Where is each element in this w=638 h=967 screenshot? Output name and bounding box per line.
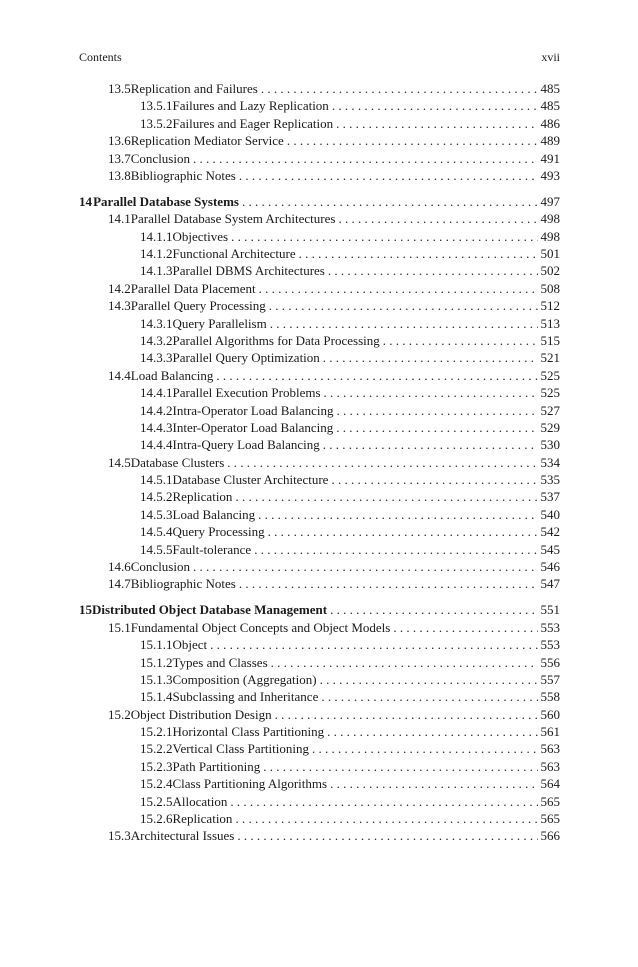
- dot-leader: [336, 115, 537, 132]
- entry-title: Database Clusters: [130, 454, 225, 470]
- entry-page-number: 486: [540, 115, 560, 131]
- dot-leader: [320, 671, 538, 688]
- toc-subsection-entry[interactable]: [79, 245, 560, 262]
- toc-subsection-entry[interactable]: [79, 402, 560, 419]
- entry-page-number: 542: [540, 524, 560, 540]
- entry-title: Horizontal Class Partitioning: [172, 724, 325, 740]
- entry-title: Query Parallelism: [172, 315, 267, 331]
- entry-title: Replication Mediator Service: [130, 133, 284, 149]
- entry-number: 15.1: [108, 619, 131, 635]
- dot-leader: [193, 150, 538, 167]
- entry-page-number: 493: [540, 167, 560, 183]
- entry-page-number: 547: [540, 576, 560, 592]
- toc-subsection-entry[interactable]: [79, 723, 560, 740]
- toc-section-entry[interactable]: [79, 297, 560, 314]
- toc-subsection-entry[interactable]: [79, 488, 560, 505]
- toc-subsection-entry[interactable]: [79, 315, 560, 332]
- entry-page-number: 502: [540, 263, 560, 279]
- entry-title: Objectives: [172, 228, 229, 244]
- entry-number: 14: [79, 193, 92, 209]
- entry-number: 14.5.1: [140, 472, 173, 488]
- toc-subsection-entry[interactable]: [79, 810, 560, 827]
- toc-subsection-entry[interactable]: [79, 436, 560, 453]
- entry-number: 14.5.3: [140, 506, 173, 522]
- entry-number: 15.2.5: [140, 793, 173, 809]
- entry-number: 14.3.3: [140, 350, 173, 366]
- dot-leader: [237, 827, 537, 844]
- entry-title: Replication: [172, 811, 233, 827]
- entry-number: 15.1.1: [140, 637, 173, 653]
- entry-number: 13.5.2: [140, 115, 173, 131]
- dot-leader: [332, 97, 538, 114]
- toc-subsection-entry[interactable]: [79, 332, 560, 349]
- entry-page-number: 515: [540, 332, 560, 348]
- dot-leader: [210, 636, 537, 653]
- toc-subsection-entry[interactable]: [79, 758, 560, 775]
- dot-leader: [268, 523, 538, 540]
- entry-title: Functional Architecture: [172, 246, 296, 262]
- entry-page-number: 563: [540, 741, 560, 757]
- header-page-number: xvii: [541, 50, 560, 64]
- entry-title: Class Partitioning Algorithms: [172, 776, 328, 792]
- entry-title: Failures and Eager Replication: [172, 115, 334, 131]
- entry-page-number: 556: [540, 654, 560, 670]
- entry-page-number: 530: [540, 437, 560, 453]
- entry-title: Replication and Failures: [130, 81, 258, 96]
- dot-leader: [323, 349, 538, 366]
- entry-page-number: 563: [540, 758, 560, 774]
- toc-subsection-entry[interactable]: [79, 384, 560, 401]
- dot-leader: [239, 575, 538, 592]
- dot-leader: [324, 384, 538, 401]
- toc-subsection-entry[interactable]: [79, 262, 560, 279]
- toc-subsection-entry[interactable]: [79, 349, 560, 366]
- entry-number: 14.5.2: [140, 489, 173, 505]
- entry-number: 14.5: [108, 454, 131, 470]
- entry-number: 15.1.2: [140, 654, 173, 670]
- entry-page-number: 558: [540, 689, 560, 705]
- entry-page-number: 485: [540, 81, 560, 96]
- toc-section-entry[interactable]: [79, 575, 560, 592]
- toc-section-entry[interactable]: [79, 167, 560, 184]
- entry-number: 13.6: [108, 133, 131, 149]
- dot-leader: [193, 558, 538, 575]
- toc-section-entry[interactable]: [79, 210, 560, 227]
- entry-title: Parallel Database System Architectures: [130, 211, 336, 227]
- toc-subsection-entry[interactable]: [79, 654, 560, 671]
- toc-section-entry[interactable]: [79, 558, 560, 575]
- dot-leader: [336, 419, 537, 436]
- entry-page-number: 525: [540, 367, 560, 383]
- dot-leader: [254, 541, 537, 558]
- dot-leader: [393, 619, 537, 636]
- toc-section-entry[interactable]: [79, 132, 560, 149]
- entry-number: 15.2.4: [140, 776, 173, 792]
- toc-subsection-entry[interactable]: [79, 97, 560, 114]
- entry-number: 13.8: [108, 167, 131, 183]
- toc-subsection-entry[interactable]: [79, 523, 560, 540]
- entry-title: Composition (Aggregation): [172, 671, 317, 687]
- dot-leader: [287, 132, 538, 149]
- entry-title: Subclassing and Inheritance: [172, 689, 319, 705]
- entry-number: 15.1.3: [140, 671, 173, 687]
- toc-subsection-entry[interactable]: [79, 688, 560, 705]
- entry-page-number: 501: [540, 246, 560, 262]
- entry-title: Architectural Issues: [130, 828, 235, 844]
- entry-title: Path Partitioning: [172, 758, 261, 774]
- entry-number: 13.7: [108, 150, 131, 166]
- entry-title: Conclusion: [130, 150, 190, 166]
- toc-section-entry[interactable]: [79, 706, 560, 723]
- dot-leader: [330, 601, 537, 618]
- entry-title: Load Balancing: [130, 367, 214, 383]
- header-section-title: Contents: [79, 50, 122, 64]
- entry-number: 14.3: [108, 298, 131, 314]
- entry-page-number: 560: [540, 706, 560, 722]
- entry-number: 14.6: [108, 559, 131, 575]
- entry-number: 15.2.3: [140, 758, 173, 774]
- entry-page-number: 527: [540, 402, 560, 418]
- dot-leader: [336, 402, 537, 419]
- entry-number: 14.3.1: [140, 315, 173, 331]
- toc-chapter-entry[interactable]: [79, 601, 560, 618]
- dot-leader: [299, 245, 538, 262]
- entry-page-number: 551: [540, 602, 560, 618]
- entry-title: Inter-Operator Load Balancing: [172, 419, 334, 435]
- dot-leader: [328, 262, 538, 279]
- entry-number: 13.5.1: [140, 98, 173, 114]
- entry-number: 15.2.1: [140, 724, 173, 740]
- entry-page-number: 498: [540, 211, 560, 227]
- entry-number: 15: [79, 602, 92, 618]
- entry-page-number: 512: [540, 298, 560, 314]
- entry-title: Parallel DBMS Architectures: [172, 263, 325, 279]
- entry-number: 15.2: [108, 706, 131, 722]
- running-header: [79, 50, 560, 64]
- entry-page-number: 534: [540, 454, 560, 470]
- toc-chapter-entry[interactable]: [79, 193, 560, 210]
- entry-title: Parallel Query Optimization: [172, 350, 320, 366]
- toc-subsection-entry[interactable]: [79, 115, 560, 132]
- entry-page-number: 498: [540, 228, 560, 244]
- entry-page-number: 564: [540, 776, 560, 792]
- toc-section-entry[interactable]: [79, 454, 560, 471]
- toc-section-entry[interactable]: [79, 827, 560, 844]
- dot-leader: [258, 506, 537, 523]
- toc-subsection-entry[interactable]: [79, 471, 560, 488]
- entry-title: Intra-Query Load Balancing: [172, 437, 320, 453]
- entry-title: Database Cluster Architecture: [172, 472, 329, 488]
- entry-number: 14.5.4: [140, 524, 173, 540]
- entry-page-number: 565: [540, 811, 560, 827]
- entry-number: 14.4.3: [140, 419, 173, 435]
- toc-subsection-entry[interactable]: [79, 506, 560, 523]
- entry-title: Parallel Execution Problems: [172, 385, 321, 401]
- entry-page-number: 565: [540, 793, 560, 809]
- dot-leader: [235, 810, 537, 827]
- dot-leader: [330, 775, 537, 792]
- entry-title: Allocation: [172, 793, 228, 809]
- toc-subsection-entry[interactable]: [79, 740, 560, 757]
- dot-leader: [261, 80, 538, 97]
- entry-number: 14.4.1: [140, 385, 173, 401]
- entry-page-number: 545: [540, 541, 560, 557]
- entry-title: Bibliographic Notes: [130, 167, 236, 183]
- dot-leader: [231, 228, 537, 245]
- entry-page-number: 508: [540, 280, 560, 296]
- dot-leader: [269, 297, 538, 314]
- dot-leader: [259, 280, 538, 297]
- entry-page-number: 557: [540, 671, 560, 687]
- entry-page-number: 561: [540, 724, 560, 740]
- entry-title: Parallel Database Systems: [93, 193, 239, 209]
- entry-title: Failures and Lazy Replication: [172, 98, 329, 114]
- entry-title: Parallel Algorithms for Data Processing: [172, 332, 380, 348]
- entry-number: 14.1.1: [140, 228, 173, 244]
- entry-page-number: 521: [540, 350, 560, 366]
- entry-page-number: 525: [540, 385, 560, 401]
- entry-page-number: 491: [540, 150, 560, 166]
- toc-subsection-entry[interactable]: [79, 636, 560, 653]
- entry-page-number: 553: [540, 619, 560, 635]
- entry-title: Vertical Class Partitioning: [172, 741, 309, 757]
- entry-number: 14.7: [108, 576, 131, 592]
- entry-page-number: 513: [540, 315, 560, 331]
- entry-title: Bibliographic Notes: [130, 576, 236, 592]
- entry-title: Object Distribution Design: [130, 706, 272, 722]
- dot-leader: [312, 740, 538, 757]
- entry-page-number: 540: [540, 506, 560, 522]
- toc-section-entry[interactable]: [79, 280, 560, 297]
- entry-number: 14.1.2: [140, 246, 173, 262]
- entry-title: Types and Classes: [172, 654, 268, 670]
- dot-leader: [321, 688, 537, 705]
- entry-number: 14.1.3: [140, 263, 173, 279]
- dot-leader: [270, 315, 538, 332]
- toc-subsection-entry[interactable]: [79, 671, 560, 688]
- dot-leader: [331, 471, 537, 488]
- entry-number: 14.5.5: [140, 541, 173, 557]
- entry-number: 14.3.2: [140, 332, 173, 348]
- entry-title: Intra-Operator Load Balancing: [172, 402, 334, 418]
- dot-leader: [327, 723, 537, 740]
- entry-page-number: 537: [540, 489, 560, 505]
- toc-section-entry[interactable]: [79, 619, 560, 636]
- toc-subsection-entry[interactable]: [79, 541, 560, 558]
- dot-leader: [263, 758, 537, 775]
- entry-number: 15.3: [108, 828, 131, 844]
- entry-title: Load Balancing: [172, 506, 256, 522]
- entry-page-number: 485: [540, 98, 560, 114]
- entry-title: Fault-tolerance: [172, 541, 252, 557]
- entry-title: Conclusion: [130, 559, 190, 575]
- toc-section-entry[interactable]: [79, 80, 560, 97]
- dot-leader: [383, 332, 538, 349]
- entry-number: 15.1.4: [140, 689, 173, 705]
- dot-leader: [227, 454, 537, 471]
- toc-subsection-entry[interactable]: [79, 775, 560, 792]
- entry-number: 13.5: [108, 81, 131, 96]
- entry-number: 14.1: [108, 211, 131, 227]
- entry-page-number: 529: [540, 419, 560, 435]
- entry-number: 14.4.4: [140, 437, 173, 453]
- entry-title: Replication: [172, 489, 233, 505]
- entry-number: 14.2: [108, 280, 131, 296]
- entry-page-number: 535: [540, 472, 560, 488]
- dot-leader: [275, 706, 538, 723]
- toc-section-entry[interactable]: [79, 367, 560, 384]
- entry-title: Parallel Data Placement: [130, 280, 256, 296]
- entry-page-number: 566: [540, 828, 560, 844]
- entry-number: 14.4: [108, 367, 131, 383]
- dot-leader: [230, 793, 537, 810]
- entry-number: 15.2.6: [140, 811, 173, 827]
- entry-page-number: 497: [540, 193, 560, 209]
- entry-title: Parallel Query Processing: [130, 298, 266, 314]
- entry-page-number: 553: [540, 637, 560, 653]
- entry-title: Query Processing: [172, 524, 265, 540]
- toc-subsection-entry[interactable]: [79, 228, 560, 245]
- entry-number: 15.2.2: [140, 741, 173, 757]
- entry-number: 14.4.2: [140, 402, 173, 418]
- toc-section-entry[interactable]: [79, 150, 560, 167]
- table-of-contents: [79, 80, 560, 845]
- entry-title: Object: [172, 637, 208, 653]
- toc-subsection-entry[interactable]: [79, 419, 560, 436]
- entry-title: Fundamental Object Concepts and Object Models: [130, 619, 391, 635]
- dot-leader: [271, 654, 538, 671]
- dot-leader: [323, 436, 538, 453]
- entry-title: Distributed Object Database Management: [92, 602, 328, 618]
- dot-leader: [239, 167, 538, 184]
- toc-subsection-entry[interactable]: [79, 793, 560, 810]
- dot-leader: [216, 367, 537, 384]
- entry-page-number: 546: [540, 559, 560, 575]
- entry-page-number: 489: [540, 133, 560, 149]
- dot-leader: [242, 193, 538, 210]
- dot-leader: [338, 210, 537, 227]
- dot-leader: [235, 488, 537, 505]
